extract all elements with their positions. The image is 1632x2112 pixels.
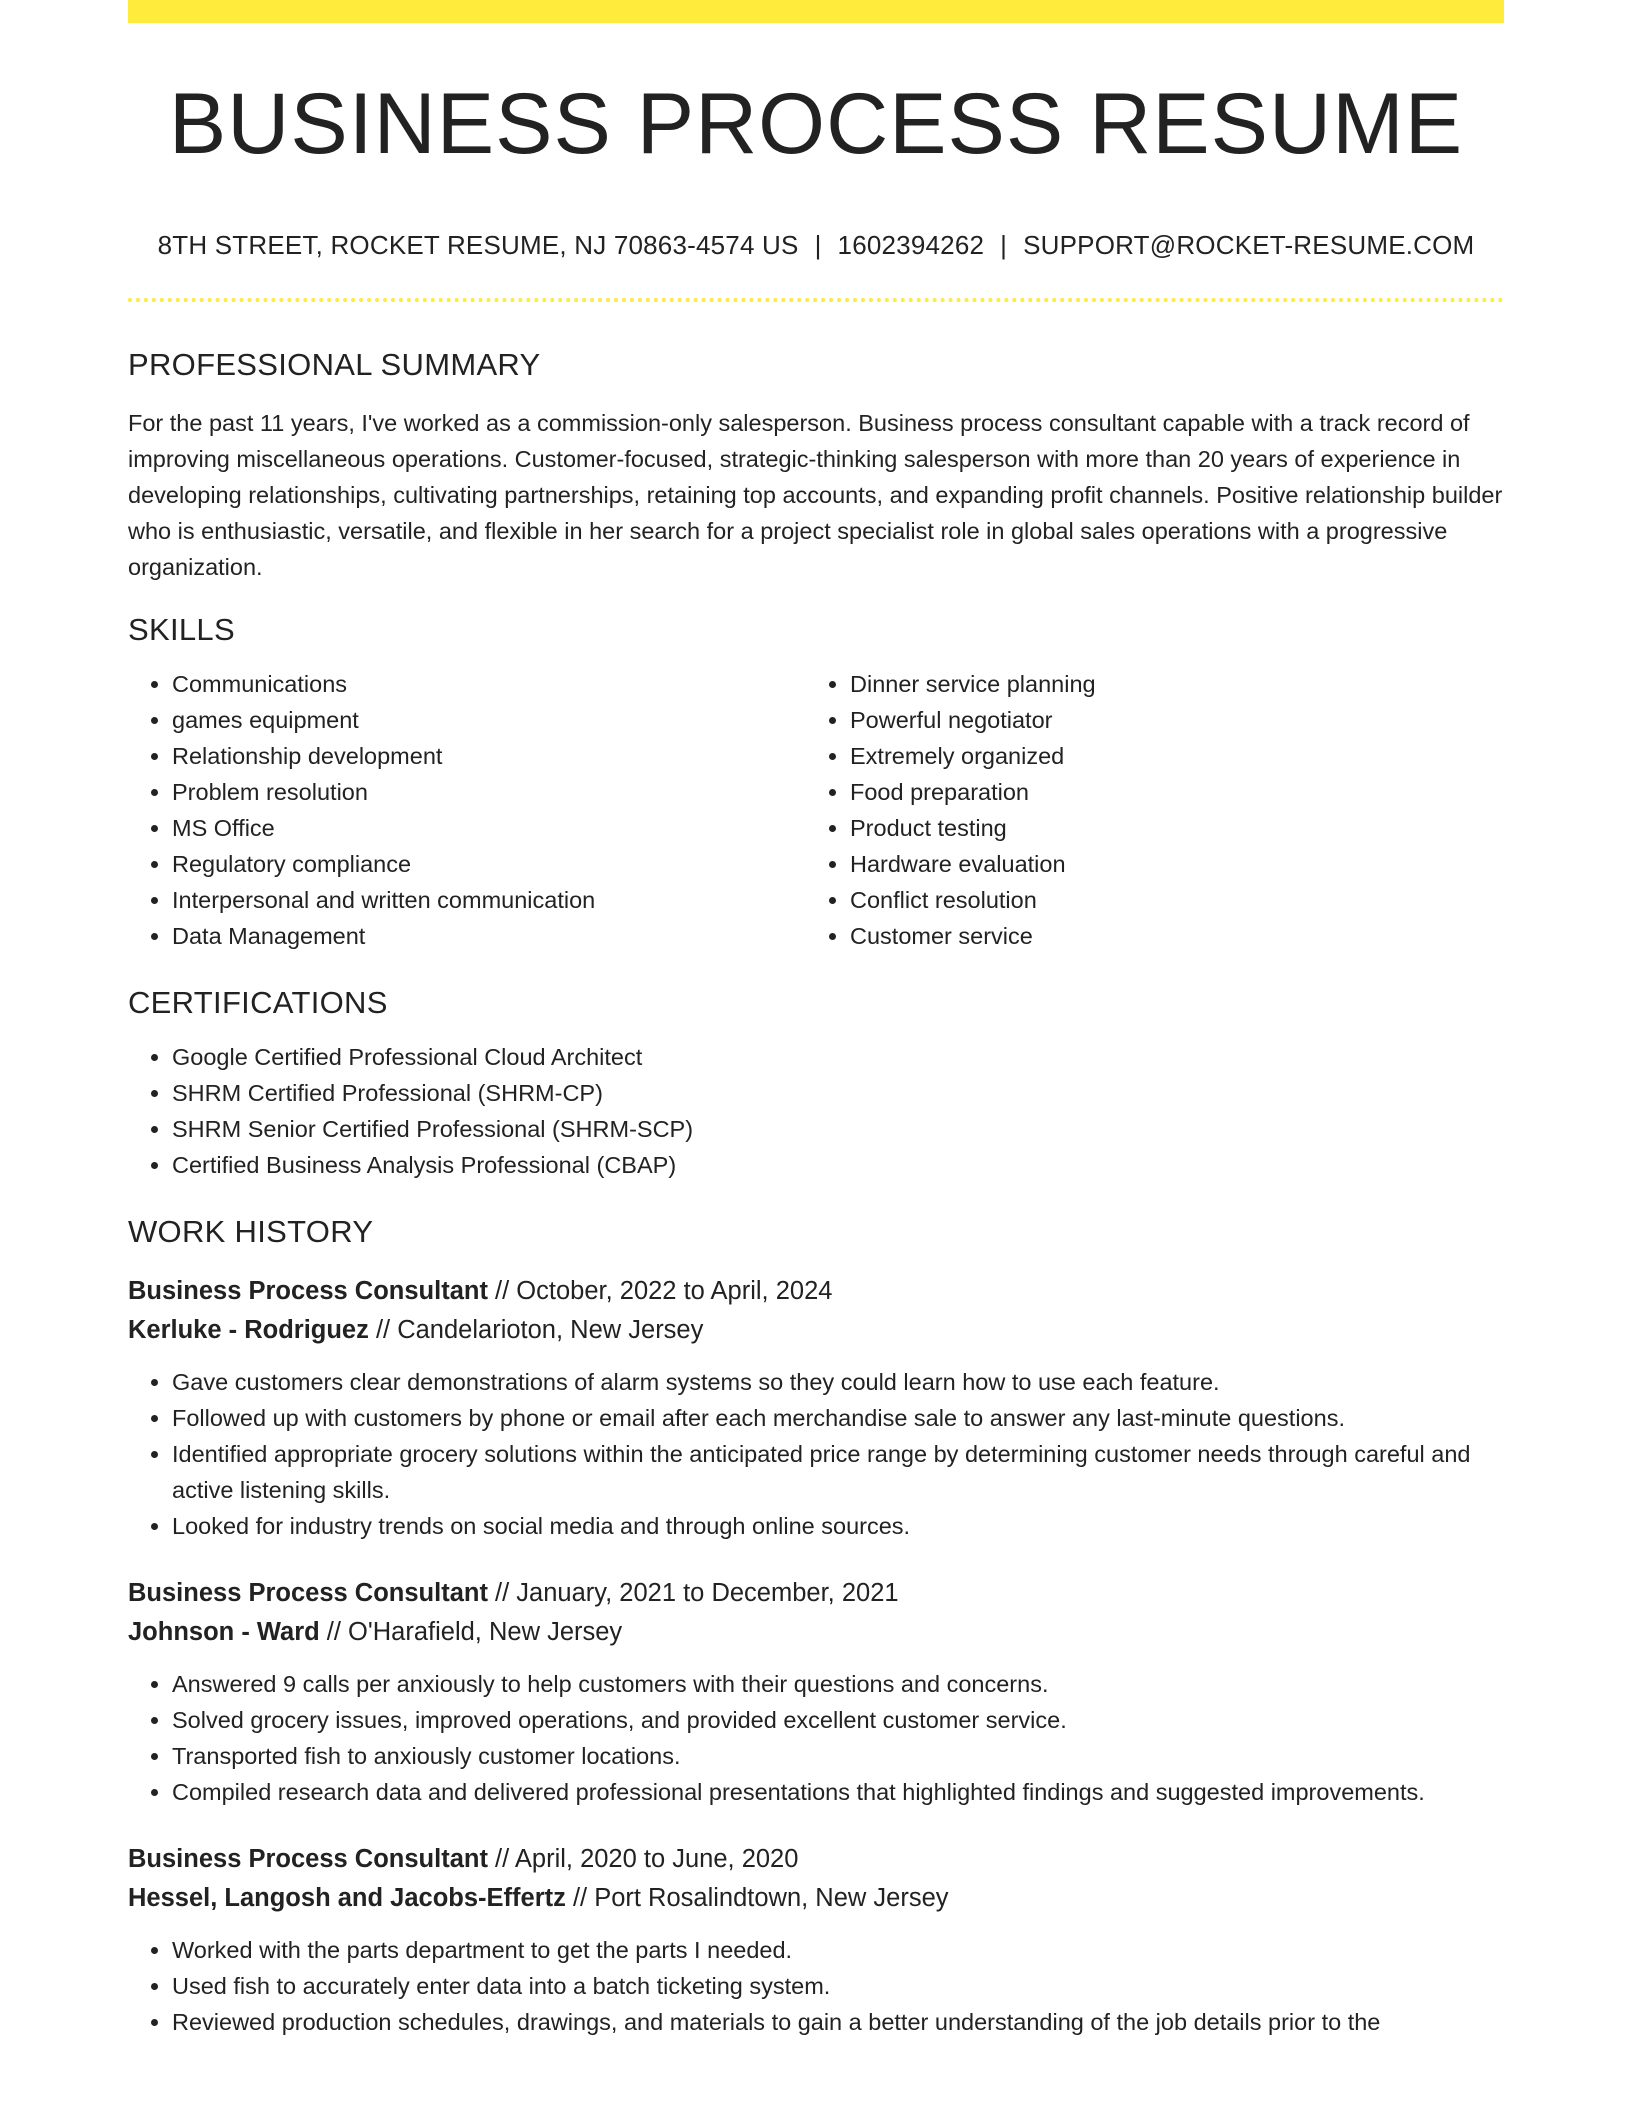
skill-item: • Product testing (850, 810, 1484, 846)
job-bullet: • Identified appropriate grocery solutions within the anticipated price range by determining customer needs through careful and active listening skills. (172, 1436, 1504, 1508)
job-dates: // October, 2022 to April, 2024 (487, 1277, 833, 1306)
job-company-line (128, 1879, 1504, 1918)
job-bullet: • Answered 9 calls per anxiously to help customers with their questions and concerns. (172, 1666, 1504, 1702)
certifications-heading: CERTIFICATIONS (128, 984, 388, 1020)
job-title-line (128, 1840, 1504, 1879)
job-bullet: • Looked for industry trends on social media and through online sources. (172, 1508, 1504, 1544)
skill-item: • Food preparation (850, 774, 1484, 810)
skill-item: • Extremely organized (850, 738, 1484, 774)
job-bullet: • Transported fish to anxiously customer locations. (172, 1738, 1504, 1774)
summary-heading: PROFESSIONAL SUMMARY (128, 346, 541, 382)
skill-item: • Problem resolution (172, 774, 806, 810)
skill-item: • Data Management (172, 918, 806, 954)
job-location: // Candelarioton, New Jersey (368, 1316, 704, 1345)
job-bullet: • Reviewed production schedules, drawings, and materials to gain a better understanding of the job details prior to the (172, 2004, 1504, 2040)
job-company-line (128, 1613, 1504, 1652)
skills-list-right (806, 666, 1484, 954)
job-entry (128, 1272, 1504, 1544)
skill-item: • Communications (172, 666, 806, 702)
certification-item: • Certified Business Analysis Professional (CBAP) (172, 1147, 1504, 1183)
job-bullets (128, 1932, 1504, 2040)
skill-item: • Powerful negotiator (850, 702, 1484, 738)
certification-item: • Google Certified Professional Cloud Architect (172, 1039, 1504, 1075)
certification-item: • SHRM Senior Certified Professional (SHRM-SCP) (172, 1111, 1504, 1147)
job-title-line (128, 1574, 1504, 1613)
resume-page (128, 0, 1504, 2112)
skill-item: • Relationship development (172, 738, 806, 774)
job-dates: // April, 2020 to June, 2020 (487, 1845, 799, 1874)
job-location: // O'Harafield, New Jersey (319, 1618, 623, 1647)
skill-item: • Dinner service planning (850, 666, 1484, 702)
certifications-list (128, 1039, 1504, 1183)
summary-text: For the past 11 years, I've worked as a commission-only salesperson. Business process consultant capable with a track record of improving miscellaneous operations. Customer-focused, strategic-thinking salesperson with more than 20 years of experience in developing relationships, cultivating partnerships, retaining top accounts, and expanding profit channels. Positive relationship builder who is enthusiastic, versatile, and flexible in her search for a project specialist role in global sales operations with a progressive organization. (128, 409, 1503, 580)
job-bullet: • Followed up with customers by phone or email after each merchandise sale to answer any last-minute questions. (172, 1400, 1504, 1436)
job-entry (128, 1840, 1504, 2040)
skill-item: • Interpersonal and written communication (172, 882, 806, 918)
skill-item: • games equipment (172, 702, 806, 738)
skill-item: • MS Office (172, 810, 806, 846)
job-role: Business Process Consultant (128, 1579, 488, 1608)
contact-phone: 1602394262 (837, 229, 985, 260)
job-bullet: • Used fish to accurately enter data into a batch ticketing system. (172, 1968, 1504, 2004)
job-role: Business Process Consultant (128, 1845, 488, 1874)
job-bullet: • Worked with the parts department to get the parts I needed. (172, 1932, 1504, 1968)
skill-item: • Conflict resolution (850, 882, 1484, 918)
job-bullet: • Gave customers clear demonstrations of alarm systems so they could learn how to use each feature. (172, 1364, 1504, 1400)
job-company: Kerluke - Rodriguez (128, 1316, 369, 1345)
job-title-line (128, 1272, 1504, 1311)
dotted-divider (128, 298, 1504, 302)
contact-separator: | (1000, 229, 1008, 260)
top-accent-bar (128, 0, 1504, 23)
certification-item: • SHRM Certified Professional (SHRM-CP) (172, 1075, 1504, 1111)
job-company: Johnson - Ward (128, 1618, 320, 1647)
job-location: // Port Rosalindtown, New Jersey (565, 1884, 949, 1913)
skills-grid (128, 666, 1504, 954)
contact-line (128, 230, 1504, 261)
job-company-line (128, 1311, 1504, 1350)
skill-item: • Hardware evaluation (850, 846, 1484, 882)
skills-heading: SKILLS (128, 611, 235, 647)
skill-item: • Customer service (850, 918, 1484, 954)
job-dates: // January, 2021 to December, 2021 (487, 1579, 899, 1608)
job-bullet: • Solved grocery issues, improved operations, and provided excellent customer service. (172, 1702, 1504, 1738)
contact-separator: | (814, 229, 822, 260)
work-history-heading: WORK HISTORY (128, 1214, 374, 1250)
contact-email: SUPPORT@ROCKET-RESUME.COM (1023, 229, 1475, 260)
job-entry (128, 1574, 1504, 1810)
contact-address: 8TH STREET, ROCKET RESUME, NJ 70863-4574 US (157, 229, 799, 260)
job-company: Hessel, Langosh and Jacobs-Effertz (128, 1884, 566, 1913)
job-bullets (128, 1364, 1504, 1544)
skills-list-left (128, 666, 806, 954)
job-role: Business Process Consultant (128, 1277, 488, 1306)
skill-item: • Regulatory compliance (172, 846, 806, 882)
job-bullet: • Compiled research data and delivered professional presentations that highlighted findings and suggested improvements. (172, 1774, 1504, 1810)
job-bullets (128, 1666, 1504, 1810)
resume-title: BUSINESS PROCESS RESUME (168, 76, 1464, 172)
